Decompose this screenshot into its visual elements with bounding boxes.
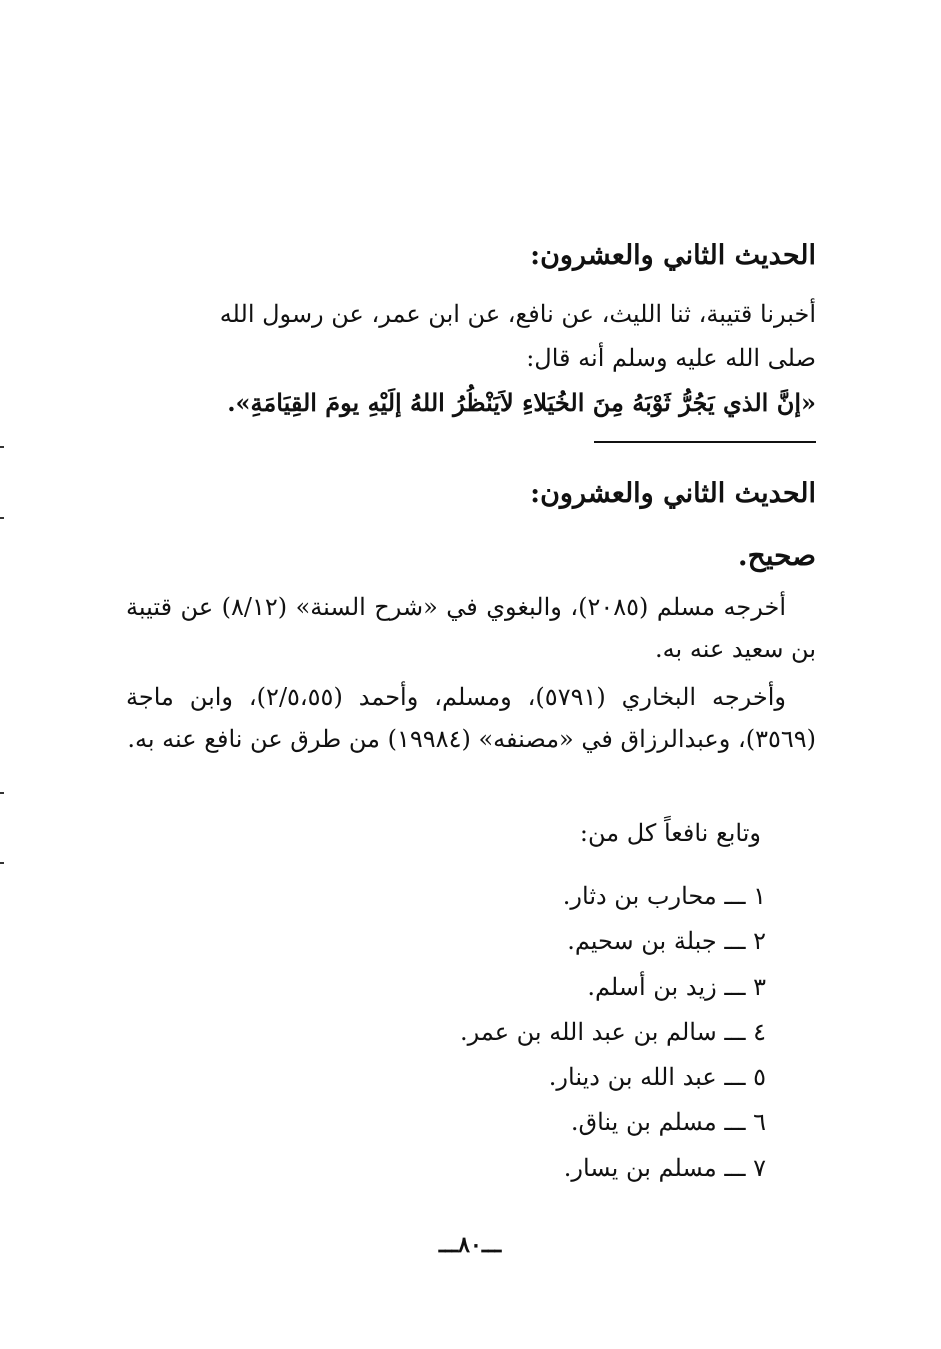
follower-name: محارب بن دثار. xyxy=(562,882,717,910)
hadith-grade: صحيح. xyxy=(737,539,816,572)
hadith-heading: الحديث الثاني والعشرون: xyxy=(530,240,816,271)
section-divider xyxy=(594,441,816,443)
isnad-line-1: أخبرنا قتيبة، ثنا الليث، عن نافع، عن ابن عمر، عن رسول الله xyxy=(219,300,816,328)
isnad-line-2: صلى الله عليه وسلم أنه قال: xyxy=(526,344,816,372)
list-item: ٦ ـــ مسلم بن يناق. xyxy=(570,1108,766,1137)
list-item: ١ ـــ محارب بن دثار. xyxy=(562,882,766,910)
takhrij-paragraph-1: أخرجه مسلم (٢٠٨٥)، والبغوي في «شرح السنة» (٨/١٢) عن قتيبة بن سعيد عنه به. xyxy=(126,593,816,663)
followers-list xyxy=(206,874,766,1191)
list-item: ٢ ـــ جبلة بن سحيم. xyxy=(567,927,766,956)
takhrij-heading: الحديث الثاني والعشرون: xyxy=(530,478,816,509)
follower-name: جبلة بن سحيم. xyxy=(567,927,717,956)
follower-name: زيد بن أسلم. xyxy=(587,972,717,1001)
scan-mark xyxy=(0,862,4,864)
follower-name: مسلم بن يناق. xyxy=(570,1108,717,1137)
takhrij-paragraph-2: وأخرجه البخاري (٥٧٩١)، ومسلم، وأحمد (٢/٥،٥٥)، وابن ماجة (٣٥٦٩)، وعبدالرزاق في «مصنفه» (١٩٩٨٤) من طرق عن نافع عنه به. xyxy=(126,683,816,753)
page-number: ـــ٨٠ـــ xyxy=(438,1232,502,1258)
follower-name: مسلم بن يسار. xyxy=(563,1153,717,1182)
list-item: ٧ ـــ مسلم بن يسار. xyxy=(563,1153,766,1182)
follower-name: سالم بن عبد الله بن عمر. xyxy=(459,1017,717,1046)
scan-mark xyxy=(0,446,4,448)
list-item: ٤ ـــ سالم بن عبد الله بن عمر. xyxy=(459,1017,766,1046)
scan-mark xyxy=(0,517,4,519)
scan-mark xyxy=(0,792,4,794)
follower-name: عبد الله بن دينار. xyxy=(548,1063,717,1092)
list-item: ٣ ـــ زيد بن أسلم. xyxy=(587,972,766,1001)
list-item: ٥ ـــ عبد الله بن دينار. xyxy=(548,1063,766,1092)
followers-intro: وتابع نافعاً كل من: xyxy=(579,819,761,847)
hadith-matn: «إنَّ الذي يَجُرُّ ثَوْبَهُ مِنَ الخُيَلاءِ لاَيَنْظُرُ اللهُ إلَيْهِ يومَ القِيَامَةِ». xyxy=(227,388,816,417)
